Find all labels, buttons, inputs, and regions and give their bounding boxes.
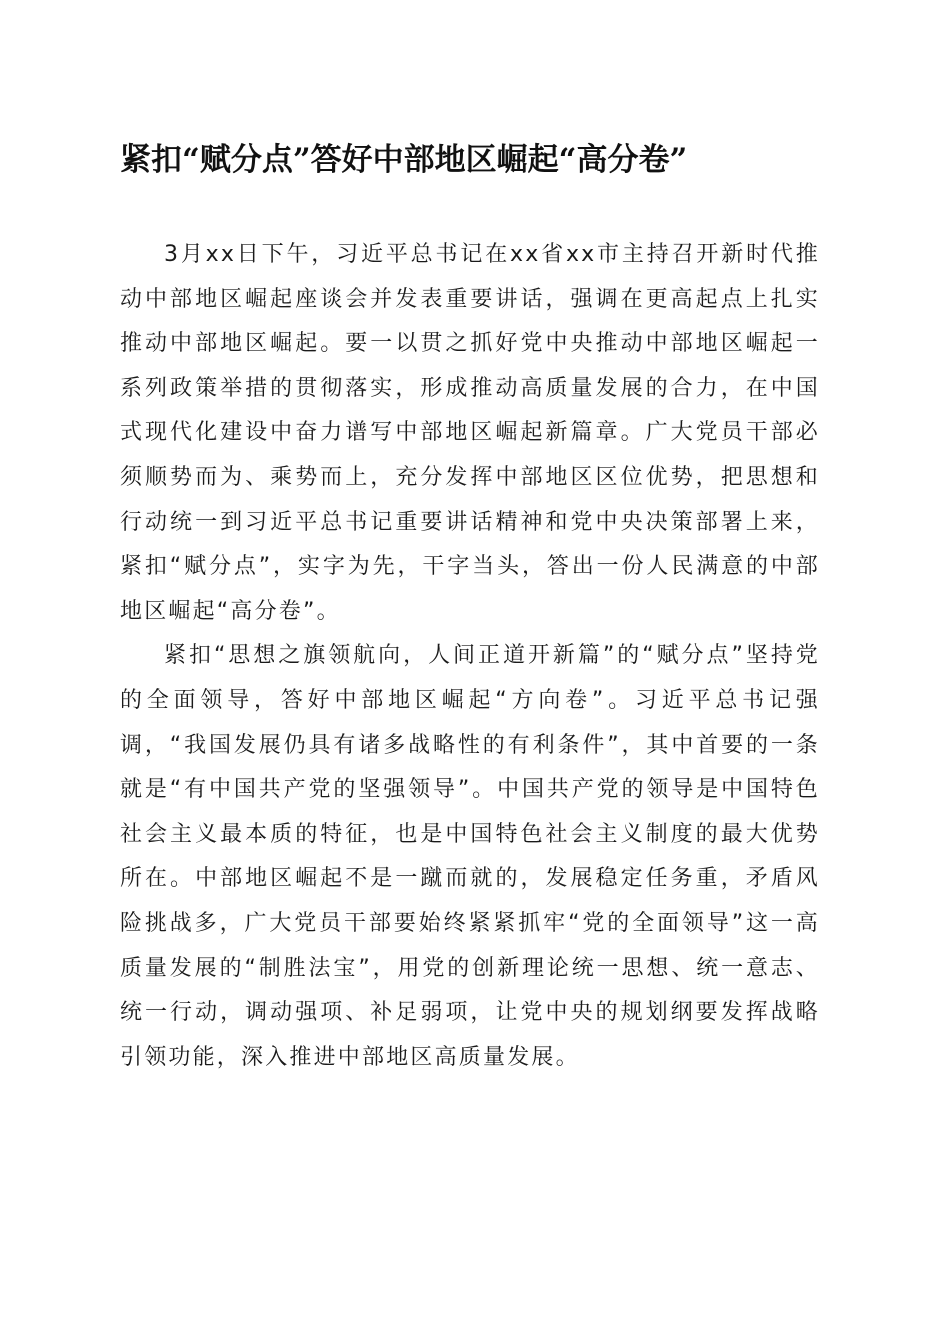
document-body	[120, 233, 820, 1080]
paragraph-1: 3月xx日下午，习近平总书记在xx省xx市主持召开新时代推动中部地区崛起座谈会并发表重要讲话，强调在更高起点上扎实推动中部地区崛起。要一以贯之抓好党中央推动中部地区崛起一系列政策举措的贯彻落实，形成推动高质量发展的合力，在中国式现代化建设中奋力谱写中部地区崛起新篇章。广大党员干部必须顺势而为、乘势而上，充分发挥中部地区区位优势，把思想和行动统一到习近平总书记重要讲话精神和党中央决策部署上来，紧扣“赋分点”，实字为先，干字当头，答出一份人民满意的中部地区崛起“高分卷”。	[120, 242, 820, 624]
paragraph-2: 紧扣“思想之旗领航向，人间正道开新篇”的“赋分点”坚持党的全面领导，答好中部地区崛起“方向卷”。习近平总书记强调，“我国发展仍具有诸多战略性的有利条件”，其中首要的一条就是“有中国共产党的坚强领导”。中国共产党的领导是中国特色社会主义最本质的特征，也是中国特色社会主义制度的最大优势所在。中部地区崛起不是一蹴而就的，发展稳定任务重，矛盾风险挑战多，广大党员干部要始终紧紧抓牢“党的全面领导”这一高质量发展的“制胜法宝”，用党的创新理论统一思想、统一意志、统一行动，调动强项、补足弱项，让党中央的规划纲要发挥战略引领功能，深入推进中部地区高质量发展。	[120, 643, 820, 1070]
document-title: 紧扣“赋分点”答好中部地区崛起“高分卷”	[120, 142, 688, 178]
